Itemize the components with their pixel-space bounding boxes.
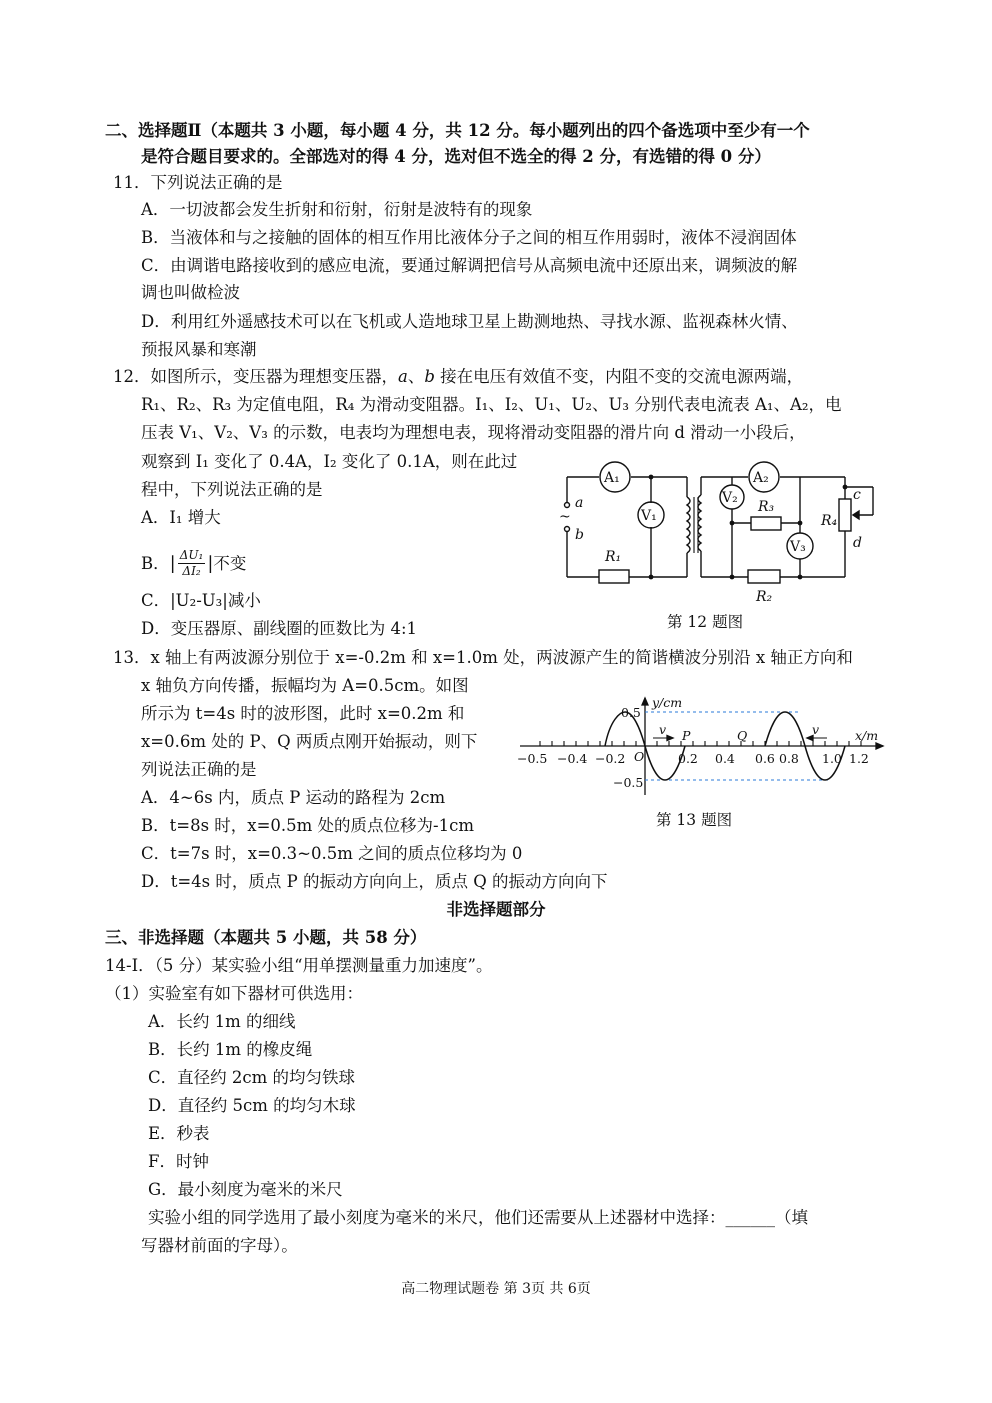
label-v1: V₁ [641, 508, 657, 524]
velocity-label-right: v [812, 722, 820, 737]
q14-item-e: E．秒表 [148, 1124, 210, 1143]
q12-stem-line4: 观察到 I₁ 变化了 0.4A，I₂ 变化了 0.1A，则在此过 [141, 452, 518, 471]
section3-heading: 三、非选择题（本题共 5 小题，共 58 分） [105, 928, 427, 947]
label-ac-source: ~ [559, 509, 571, 525]
label-v2: V₂ [722, 490, 738, 506]
q13-stem-line4: x=0.6m 处的 P、Q 两质点刚开始振动，则下 [141, 732, 478, 751]
q14-paragraph-line1: 实验小组的同学选用了最小刻度为毫米的米尺，他们还需要从上述器材中选择：______（填 [148, 1208, 808, 1227]
q13-option-c: C．t=7s 时，x=0.3~0.5m 之间的质点位移均为 0 [141, 844, 523, 863]
q14-item-f: F．时钟 [148, 1152, 209, 1171]
x-tick: 1.2 [849, 751, 869, 766]
label-v3: V₃ [790, 539, 806, 555]
label-c: c [853, 487, 861, 503]
part-title: 非选择题部分 [446, 900, 546, 919]
q11-option-c-line2: 调也叫做检波 [141, 283, 240, 302]
q14-item-b: B．长约 1m 的橡皮绳 [148, 1040, 313, 1059]
q12-circuit-diagram [555, 455, 885, 610]
q12-option-c: C．|U₂-U₃|减小 [141, 591, 261, 610]
q13-option-b: B．t=8s 时，x=0.5m 处的质点位移为-1cm [141, 816, 475, 835]
q13-wave-graph [515, 690, 890, 800]
q13-stem-line1: 13．x 轴上有两波源分别位于 x=-0.2m 和 x=1.0m 处，两波源产生的简谐横波分别沿 x 轴正方向和 [113, 648, 853, 667]
q12-stem-line1: 12．如图所示，变压器为理想变压器，a、b 接在电压有效值不变，内阻不变的交流电源两端， [113, 367, 804, 386]
x-tick: −0.4 [557, 751, 588, 766]
page-footer: 高二物理试题卷 第 3页 共 6页 [401, 1281, 591, 1297]
q12-option-b: B． | ΔU₁ ΔI₂ | 不变 [141, 548, 247, 578]
point-p-label: P [682, 728, 691, 743]
q11-option-b: B．当液体和与之接触的固体的相互作用比液体分子之间的相互作用弱时，液体不浸润固体 [141, 228, 797, 247]
origin-label: O [634, 749, 645, 764]
q11-option-a: A．一切波都会发生折射和衍射，衍射是波特有的现象 [141, 200, 533, 219]
q14-item-d: D．直径约 5cm 的均匀木球 [148, 1096, 356, 1115]
label-r1: R₁ [605, 549, 622, 565]
point-q-label: Q [737, 728, 748, 743]
y-tick-top: 0.5 [621, 705, 641, 720]
x-tick: 0.2 [678, 751, 698, 766]
label-a: a [575, 495, 584, 511]
section2-heading-line1: 二、选择题Ⅱ（本题共 3 小题，每小题 4 分，共 12 分。每小题列出的四个备选项中至少有一个 [105, 121, 810, 140]
x-tick: −0.2 [595, 751, 626, 766]
y-tick-bottom: −0.5 [613, 775, 644, 790]
q12-option-d: D．变压器原、副线圈的匝数比为 4:1 [141, 619, 418, 638]
q11-option-d-line2: 预报风暴和寒潮 [141, 340, 257, 359]
y-axis-label: y/cm [652, 695, 683, 710]
q12-stem-line3: 压表 V₁、V₂、V₃ 的示数，电表均为理想电表，现将滑动变阻器的滑片向 d 滑动一小段后， [141, 423, 806, 442]
q13-caption: 第 13 题图 [656, 811, 733, 829]
x-axis-label: x/m [855, 728, 879, 743]
q12-option-a: A．I₁ 增大 [141, 508, 221, 527]
q14-item-g: G．最小刻度为毫米的米尺 [148, 1180, 343, 1199]
resistor-r3 [751, 517, 781, 530]
resistor-r2 [748, 570, 780, 583]
label-r4: R₄ [821, 513, 838, 529]
q14-item-c: C．直径约 2cm 的均匀铁球 [148, 1068, 355, 1087]
x-tick: 0.8 [779, 751, 799, 766]
q14-heading: 14-Ⅰ．（5 分）某实验小组“用单摆测量重力加速度”。 [105, 956, 493, 975]
resistor-r1 [599, 570, 629, 583]
x-tick: 0.4 [715, 751, 735, 766]
q13-stem-line3: 所示为 t=4s 时的波形图，此时 x=0.2m 和 [141, 704, 465, 723]
q14-item-a: A．长约 1m 的细线 [148, 1012, 296, 1031]
x-tick: 0.6 [755, 751, 775, 766]
fraction: ΔU₁ ΔI₂ [179, 548, 204, 578]
q12-stem-line2: R₁、R₂、R₃ 为定值电阻，R₄ 为滑动变阻器。I₁、I₂、U₁、U₂、U₃ 分别代表电流表 A₁、A₂，电 [141, 395, 842, 414]
q14-sub1: （1）实验室有如下器材可供选用： [105, 984, 363, 1003]
label-d: d [853, 535, 862, 551]
label-r3: R₃ [758, 499, 775, 515]
q11-option-d-line1: D．利用红外遥感技术可以在飞机或人造地球卫星上勘测地热、寻找水源、监视森林火情、 [141, 312, 798, 331]
q12-stem-line5: 程中，下列说法正确的是 [141, 480, 323, 499]
velocity-label-left: v [659, 722, 667, 737]
x-tick: 1.0 [822, 751, 842, 766]
q13-option-a: A．4~6s 内，质点 P 运动的路程为 2cm [141, 788, 446, 807]
q13-stem-line2: x 轴负方向传播，振幅均为 A=0.5cm。如图 [141, 676, 469, 695]
label-b: b [575, 527, 584, 543]
x-tick: −0.5 [517, 751, 548, 766]
label-r2: R₂ [756, 589, 773, 605]
q14-paragraph-line2: 写器材前面的字母）。 [141, 1236, 298, 1255]
q13-stem-line5: 列说法正确的是 [141, 760, 257, 779]
q11-option-c-line1: C．由调谐电路接收到的感应电流，要通过解调把信号从高频电流中还原出来，调频波的解 [141, 256, 798, 275]
q13-option-d: D．t=4s 时，质点 P 的振动方向向上，质点 Q 的振动方向向下 [141, 872, 608, 891]
section2-heading-line2: 是符合题目要求的。全部选对的得 4 分，选对但不选全的得 2 分，有选错的得 0 分） [141, 147, 771, 166]
label-a1: A₁ [604, 470, 620, 486]
label-a2: A₂ [753, 470, 769, 486]
q11-stem: 11．下列说法正确的是 [113, 173, 283, 192]
q12-caption: 第 12 题图 [667, 613, 744, 631]
resistor-r4 [839, 499, 851, 531]
